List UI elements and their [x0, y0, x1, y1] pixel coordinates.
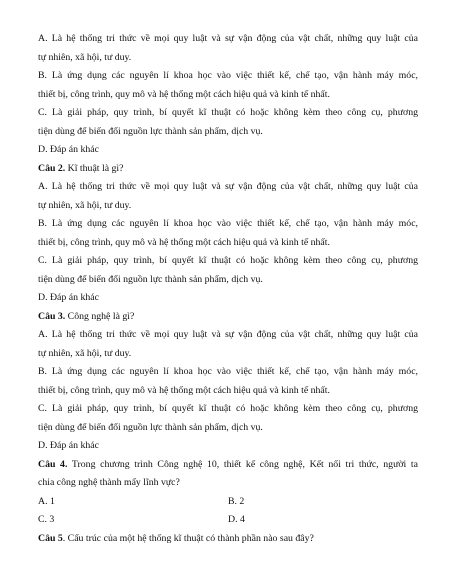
- option-c-line-2: tiện dùng để biến đổi nguồn lực thành sản phẩm, dịch vụ.: [38, 125, 263, 137]
- question-number: Câu 2.: [38, 162, 66, 174]
- option-b-line-2: thiết bị, công trình, quy mô và hệ thống một cách hiệu quả và kinh tế nhất.: [38, 236, 330, 248]
- option-b-line-1: B. Là ứng dụng các nguyên lí khoa học vào việc thiết kế, chế tạo, vận hành máy móc,: [38, 70, 418, 81]
- option-b-line-2: thiết bị, công trình, quy mô và hệ thống một cách hiệu quả và kinh tế nhất.: [38, 88, 330, 100]
- question-4-line-2: chia công nghệ thành mấy lĩnh vực?: [38, 477, 180, 488]
- question-text: Trong chương trình Công nghệ 10, thiết kế công nghệ, Kết nối tri thức, người ta: [67, 458, 418, 470]
- option-c-line-1: C. Là giải pháp, quy trình, bí quyết kĩ thuật có hoặc không kèm theo công cụ, phương: [38, 403, 418, 414]
- option-b-line-2: thiết bị, công trình, quy mô và hệ thống một cách hiệu quả và kinh tế nhất.: [38, 384, 330, 396]
- option-a-line-2: tự nhiên, xã hội, tư duy.: [38, 51, 132, 63]
- option-c-line-2: tiện dùng để biến đổi nguồn lực thành sản phẩm, dịch vụ.: [38, 421, 263, 433]
- option-a-line-2: tự nhiên, xã hội, tư duy.: [38, 199, 132, 211]
- option-d: D. Đáp án khác: [38, 144, 99, 155]
- option-d: D. 4: [228, 514, 245, 525]
- option-a: A. 1: [38, 495, 55, 507]
- option-c-line-2: tiện dùng để biến đổi nguồn lực thành sản phẩm, dịch vụ.: [38, 273, 263, 285]
- question-number: Câu 3.: [38, 310, 66, 322]
- question-3: [38, 308, 418, 327]
- question-number: Câu 4.: [38, 458, 68, 470]
- option-d: D. Đáp án khác: [38, 292, 99, 303]
- question-5: [38, 530, 418, 549]
- option-a-line-1: A. Là hệ thống tri thức về mọi quy luật và sự vận động của vật chất, những quy luật của: [38, 33, 418, 44]
- question-text: . Cấu trúc của một hệ thống kĩ thuật có thành phần nào sau đây?: [62, 532, 314, 544]
- question-2: [38, 160, 418, 179]
- options-row-2: [38, 511, 418, 530]
- option-c-line-1: C. Là giải pháp, quy trình, bí quyết kĩ thuật có hoặc không kèm theo công cụ, phương: [38, 107, 418, 118]
- question-4: [38, 456, 418, 475]
- option-b-line-1: B. Là ứng dụng các nguyên lí khoa học vào việc thiết kế, chế tạo, vận hành máy móc,: [38, 366, 418, 377]
- options-row-1: [38, 493, 418, 512]
- option-a-line-2: tự nhiên, xã hội, tư duy.: [38, 347, 132, 359]
- document-page: [38, 30, 418, 548]
- option-b-line-1: B. Là ứng dụng các nguyên lí khoa học vào việc thiết kế, chế tạo, vận hành máy móc,: [38, 218, 418, 229]
- option-a-line-1: A. Là hệ thống tri thức về mọi quy luật và sự vận động của vật chất, những quy luật của: [38, 329, 418, 340]
- option-d: D. Đáp án khác: [38, 440, 99, 451]
- question-text: Kĩ thuật là gì?: [65, 162, 124, 174]
- question-number: Câu 5: [38, 532, 63, 544]
- option-c-line-1: C. Là giải pháp, quy trình, bí quyết kĩ thuật có hoặc không kèm theo công cụ, phương: [38, 255, 418, 266]
- option-b: B. 2: [228, 495, 245, 507]
- question-text: Công nghệ là gì?: [65, 310, 135, 322]
- option-a-line-1: A. Là hệ thống tri thức về mọi quy luật và sự vận động của vật chất, những quy luật của: [38, 181, 418, 192]
- option-c: C. 3: [38, 514, 55, 525]
